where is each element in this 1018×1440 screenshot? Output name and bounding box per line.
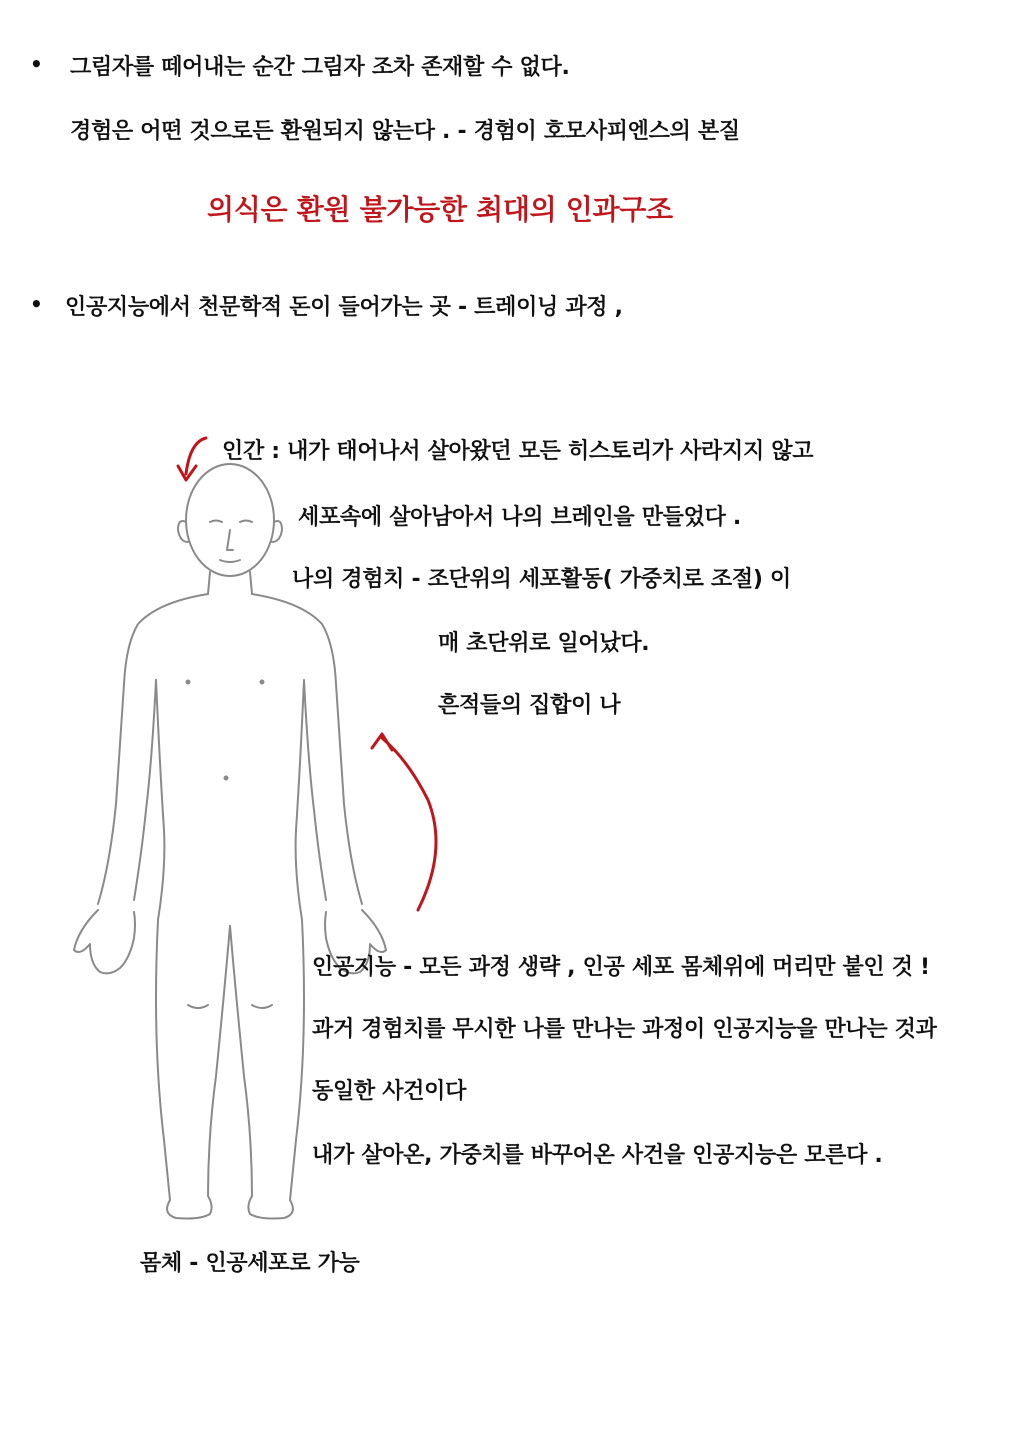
body-note: 몸체 - 인공세포로 가능: [140, 1251, 360, 1276]
line-experience: 경험은 어떤 것으로든 환원되지 않는다 . - 경험이 호모사피엔스의 본질: [70, 119, 740, 144]
human-line-4: 매 초단위로 일어났다.: [438, 631, 650, 656]
line-shadow: 그림자를 떼어내는 순간 그림자 조차 존재할 수 없다.: [70, 55, 570, 80]
ai-line-2: 과거 경험치를 무시한 나를 만나는 과정이 인공지능을 만나는 것과: [312, 1017, 937, 1042]
human-line-2: 세포속에 살아남아서 나의 브레인을 만들었다 .: [298, 505, 741, 530]
ai-line-1: 인공지능 - 모든 과정 생략 , 인공 세포 몸체위에 머리만 붙인 것 !: [312, 955, 930, 980]
human-line-1: 인간 : 내가 태어나서 살아왔던 모든 히스토리가 사라지지 않고: [222, 439, 814, 464]
red-curved-arrow-up-icon: [360, 720, 460, 920]
human-line-3: 나의 경험치 - 조단위의 세포활동( 가중치로 조절) 이: [292, 567, 791, 592]
ai-line-3: 동일한 사건이다: [312, 1079, 467, 1104]
ai-line-4: 내가 살아온, 가중치를 바꾸어온 사건을 인공지능은 모른다 .: [312, 1143, 883, 1168]
bullet-2: •: [30, 292, 43, 316]
bullet-1: •: [30, 52, 43, 76]
line-training-cost: 인공지능에서 천문학적 돈이 들어가는 곳 - 트레이닝 과정 ,: [65, 295, 623, 320]
human-line-5: 흔적들의 집합이 나: [438, 693, 621, 718]
red-arrow-down-icon: [170, 430, 220, 490]
headline-consciousness: 의식은 환원 불가능한 최대의 인과구조: [207, 193, 673, 226]
